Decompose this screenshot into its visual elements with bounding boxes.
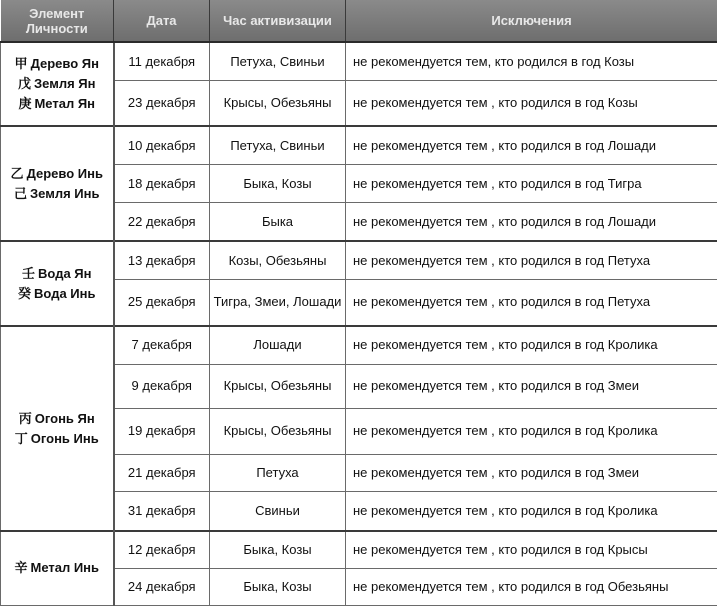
- element-label: Земля Инь: [30, 185, 100, 201]
- element-hieroglyph: 乙: [10, 166, 24, 182]
- hour-cell: Быка, Козы: [210, 165, 346, 203]
- date-cell: 7 декабря: [114, 326, 210, 364]
- element-label: Земля Ян: [34, 75, 96, 91]
- exception-cell: не рекомендуется тем , кто родился в год Змеи: [346, 364, 717, 408]
- element-hieroglyph: 辛: [14, 561, 28, 577]
- element-entry: [4, 558, 110, 578]
- exception-cell: не рекомендуется тем , кто родился в год Кролика: [346, 326, 717, 364]
- element-hieroglyph: 丁: [14, 431, 28, 447]
- element-hieroglyph: 甲: [14, 56, 28, 72]
- element-label: Метал Инь: [30, 560, 100, 576]
- element-entry: [4, 264, 110, 284]
- table-row: [1, 326, 717, 364]
- exception-cell: не рекомендуется тем , кто родился в год Тигра: [346, 165, 717, 203]
- element-entry: [4, 94, 110, 114]
- element-cell: [1, 42, 114, 126]
- header-hour: Час активизации: [210, 0, 346, 42]
- element-entry: [4, 429, 110, 449]
- header-exceptions: Исключения: [346, 0, 717, 42]
- element-hieroglyph: 丙: [18, 411, 32, 427]
- exception-cell: не рекомендуется тем, кто родился в год Козы: [346, 42, 717, 81]
- element-hieroglyph: 癸: [18, 286, 32, 302]
- element-entry: [4, 409, 110, 429]
- exception-cell: не рекомендуется тем , кто родился в год Петуха: [346, 279, 717, 326]
- element-entry: [4, 284, 110, 304]
- date-cell: 19 декабря: [114, 408, 210, 454]
- hour-cell: Крысы, Обезьяны: [210, 81, 346, 126]
- element-label: Огонь Инь: [30, 430, 99, 446]
- exception-cell: не рекомендуется тем , кто родился в год Козы: [346, 81, 717, 126]
- header-element: Элемент Личности: [1, 0, 114, 42]
- hour-cell: Быка, Козы: [210, 531, 346, 569]
- date-cell: 24 декабря: [114, 569, 210, 606]
- date-cell: 9 декабря: [114, 364, 210, 408]
- hour-cell: Лошади: [210, 326, 346, 364]
- element-entry: [4, 54, 110, 74]
- element-hieroglyph: 戊: [18, 76, 32, 92]
- date-cell: 13 декабря: [114, 241, 210, 279]
- date-cell: 12 декабря: [114, 531, 210, 569]
- exception-cell: не рекомендуется тем , кто родился в год Лошади: [346, 126, 717, 165]
- element-entry: [4, 184, 110, 204]
- element-label: Дерево Инь: [26, 165, 103, 181]
- hour-cell: Свиньи: [210, 492, 346, 531]
- date-cell: 23 декабря: [114, 81, 210, 126]
- exception-cell: не рекомендуется тем , кто родился в год Петуха: [346, 241, 717, 279]
- element-entry: [4, 74, 110, 94]
- exception-cell: не рекомендуется тем , кто родился в год Змеи: [346, 454, 717, 492]
- element-entry: [4, 164, 110, 184]
- element-cell: [1, 126, 114, 242]
- date-cell: 25 декабря: [114, 279, 210, 326]
- element-hieroglyph: 己: [14, 186, 28, 202]
- date-cell: 18 декабря: [114, 165, 210, 203]
- exception-cell: не рекомендуется тем , кто родился в год Кролика: [346, 408, 717, 454]
- exception-cell: не рекомендуется тем , кто родился в год Лошади: [346, 203, 717, 242]
- date-cell: 21 декабря: [114, 454, 210, 492]
- header-row: [1, 0, 717, 42]
- table-row: [1, 531, 717, 569]
- header-date: Дата: [114, 0, 210, 42]
- hour-cell: Быка: [210, 203, 346, 242]
- hour-cell: Тигра, Змеи, Лошади: [210, 279, 346, 326]
- date-cell: 11 декабря: [114, 42, 210, 81]
- date-cell: 31 декабря: [114, 492, 210, 531]
- table-row: [1, 241, 717, 279]
- date-cell: 22 декабря: [114, 203, 210, 242]
- hour-cell: Крысы, Обезьяны: [210, 364, 346, 408]
- hour-cell: Крысы, Обезьяны: [210, 408, 346, 454]
- table-row: [1, 126, 717, 165]
- element-label: Вода Инь: [34, 285, 96, 301]
- table-row: [1, 42, 717, 81]
- hour-cell: Петуха, Свиньи: [210, 126, 346, 165]
- table-body: [1, 42, 717, 606]
- hour-cell: Быка, Козы: [210, 569, 346, 606]
- element-label: Огонь Ян: [34, 410, 95, 426]
- hour-cell: Петуха: [210, 454, 346, 492]
- element-label: Дерево Ян: [30, 55, 99, 71]
- element-hieroglyph: 壬: [22, 266, 36, 282]
- element-label: Вода Ян: [38, 265, 92, 281]
- exception-cell: не рекомендуется тем , кто родился в год Крысы: [346, 531, 717, 569]
- exception-cell: не рекомендуется тем , кто родился в год Кролика: [346, 492, 717, 531]
- element-cell: [1, 326, 114, 531]
- element-label: Метал Ян: [34, 95, 96, 111]
- element-cell: [1, 531, 114, 606]
- element-cell: [1, 241, 114, 326]
- hour-cell: Козы, Обезьяны: [210, 241, 346, 279]
- element-hieroglyph: 庚: [18, 96, 32, 112]
- hour-cell: Петуха, Свиньи: [210, 42, 346, 81]
- exception-cell: не рекомендуется тем , кто родился в год Обезьяны: [346, 569, 717, 606]
- date-cell: 10 декабря: [114, 126, 210, 165]
